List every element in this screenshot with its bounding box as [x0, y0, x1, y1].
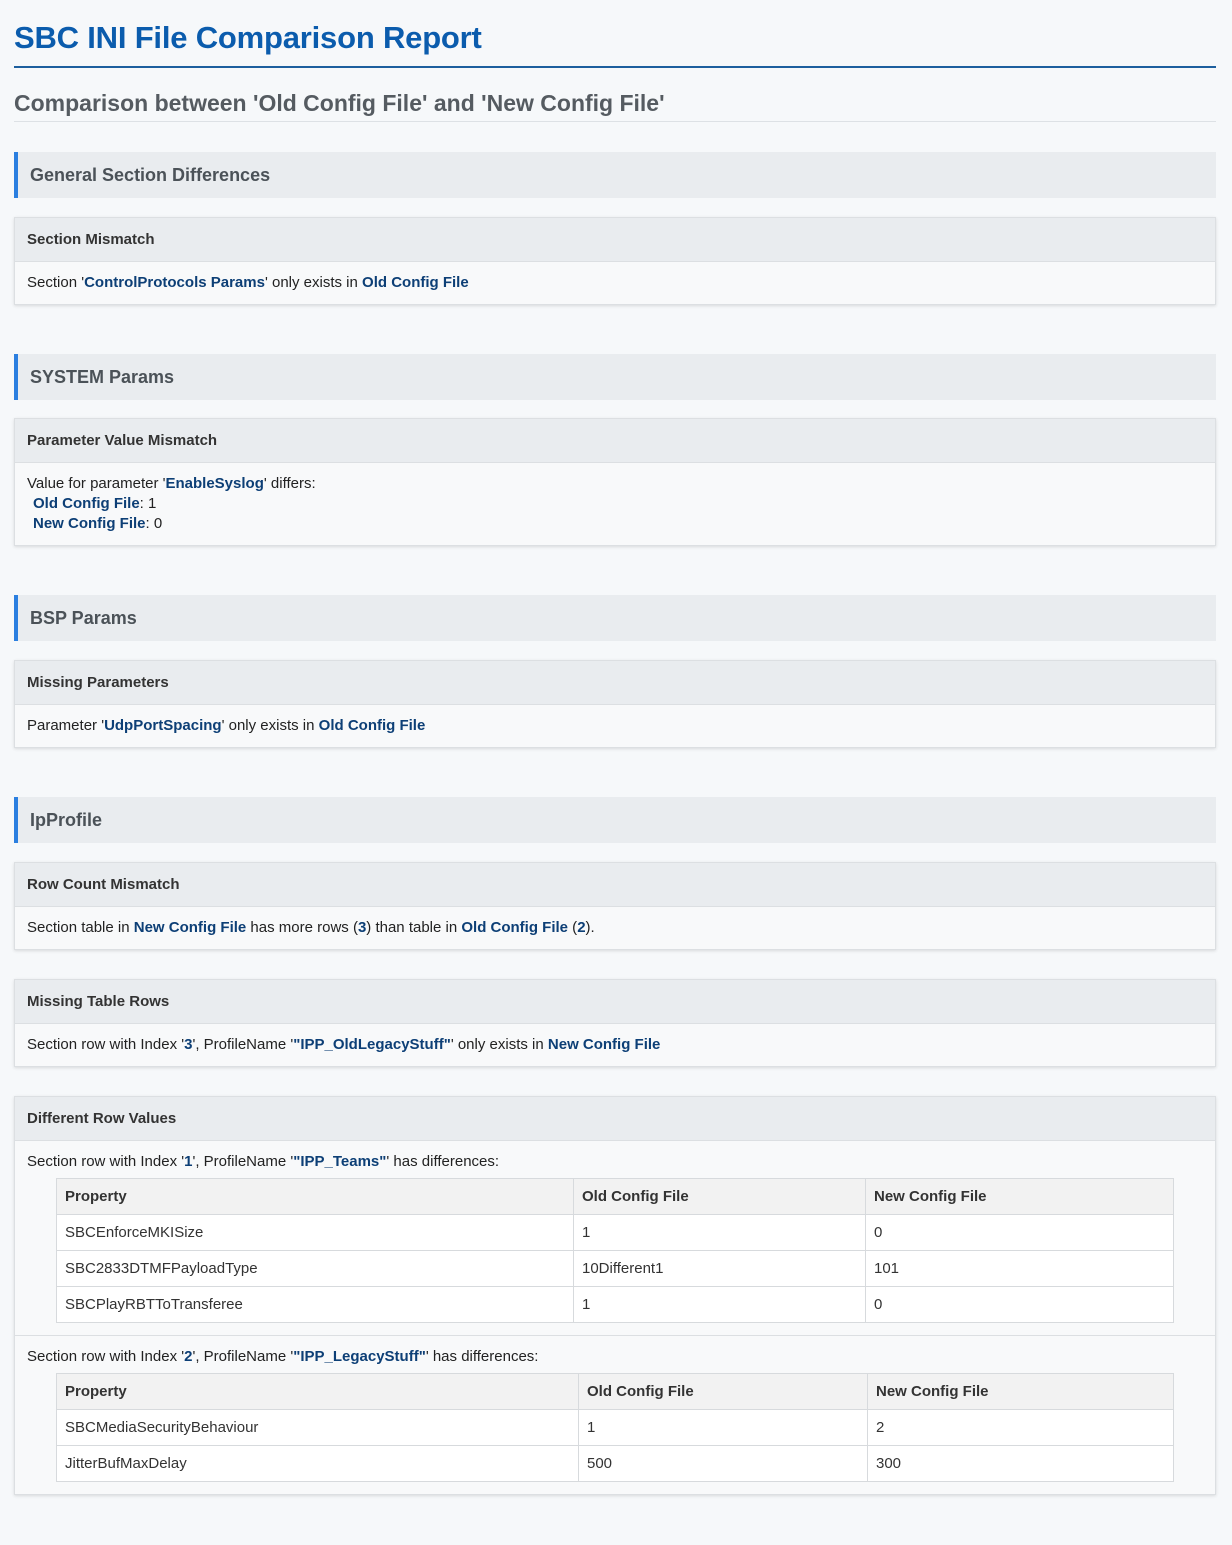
- section-title-bsp: BSP Params: [14, 595, 1216, 641]
- text: ).: [585, 919, 595, 936]
- card-body: [15, 1024, 1215, 1066]
- file-name: New Config File: [133, 919, 247, 936]
- profile-name: "IPP_OldLegacyStuff": [293, 1036, 451, 1053]
- new-value-cell: 0: [866, 1215, 1174, 1251]
- text: ', ProfileName ': [192, 1153, 294, 1170]
- section-name: ControlProtocols Params: [84, 274, 265, 291]
- param-name: UdpPortSpacing: [104, 717, 222, 734]
- new-value-cell: 300: [868, 1446, 1174, 1482]
- section-title-general: General Section Differences: [14, 152, 1216, 198]
- card-body: [15, 705, 1215, 747]
- file-name: Old Config File: [362, 274, 469, 291]
- file-name: Old Config File: [318, 717, 426, 734]
- old-value-cell: 500: [579, 1446, 868, 1482]
- profile-name: "IPP_Teams": [293, 1153, 387, 1170]
- text: has more rows (: [246, 919, 358, 936]
- table-row: [57, 1215, 1174, 1251]
- section-title-system: SYSTEM Params: [14, 354, 1216, 400]
- card-title: Missing Parameters: [15, 661, 1215, 705]
- card-title: Row Count Mismatch: [15, 863, 1215, 907]
- row-index: 1: [184, 1153, 193, 1170]
- table-header-row: [57, 1179, 1174, 1215]
- section-title-ipprofile: IpProfile: [14, 797, 1216, 843]
- old-value-cell: 1: [574, 1287, 866, 1323]
- param-name: EnableSyslog: [165, 475, 264, 492]
- column-header: New Config File: [866, 1179, 1174, 1215]
- card-title: Parameter Value Mismatch: [15, 419, 1215, 463]
- table-row: [57, 1446, 1174, 1482]
- old-value-line: [27, 494, 1203, 514]
- file-name: New Config File: [547, 1036, 661, 1053]
- old-value-cell: 1: [579, 1410, 868, 1446]
- text: ' differs:: [263, 475, 316, 492]
- property-cell: SBCEnforceMKISize: [57, 1215, 574, 1251]
- property-cell: JitterBufMaxDelay: [57, 1446, 579, 1482]
- card-body: [15, 907, 1215, 949]
- file-name: Old Config File: [33, 495, 140, 512]
- diff-row-caption: [27, 1153, 1203, 1170]
- card-row-count-mismatch: [14, 862, 1216, 950]
- file-name: New Config File: [33, 515, 146, 532]
- old-value-cell: 1: [574, 1215, 866, 1251]
- value: : 1: [139, 495, 157, 512]
- card-title: Missing Table Rows: [15, 980, 1215, 1024]
- text: ' only exists in: [221, 717, 319, 734]
- text: Section table in: [27, 919, 134, 936]
- table-row: [57, 1251, 1174, 1287]
- text: (: [568, 919, 578, 936]
- property-cell: SBCMediaSecurityBehaviour: [57, 1410, 579, 1446]
- diff-row-block: [15, 1141, 1215, 1335]
- text: ' has differences:: [425, 1348, 539, 1365]
- card-parameter-value-mismatch: [14, 418, 1216, 546]
- text: Section row with Index ': [27, 1036, 185, 1053]
- column-header: Old Config File: [579, 1374, 868, 1410]
- text: Section row with Index ': [27, 1348, 185, 1365]
- new-value-cell: 101: [866, 1251, 1174, 1287]
- text: ' has differences:: [386, 1153, 500, 1170]
- diff-row-caption: [27, 1348, 1203, 1365]
- card-body: [15, 463, 1215, 545]
- line: [27, 474, 1203, 494]
- card-missing-parameters: [14, 660, 1216, 748]
- column-header: Old Config File: [574, 1179, 866, 1215]
- row-index: 3: [184, 1036, 193, 1053]
- table-header-row: [57, 1374, 1174, 1410]
- profile-name: "IPP_LegacyStuff": [293, 1348, 426, 1365]
- card-section-mismatch: [14, 217, 1216, 305]
- table-row: [57, 1410, 1174, 1446]
- text: ', ProfileName ': [192, 1348, 294, 1365]
- text: ', ProfileName ': [192, 1036, 294, 1053]
- text: ' only exists in: [264, 274, 363, 291]
- page-title: SBC INI File Comparison Report: [14, 20, 1216, 68]
- text: Section ': [27, 274, 85, 291]
- text: Section row with Index ': [27, 1153, 185, 1170]
- new-value-cell: 2: [868, 1410, 1174, 1446]
- card-body: [15, 262, 1215, 304]
- card-title: Different Row Values: [15, 1097, 1215, 1141]
- page-subtitle: Comparison between 'Old Config File' and 'New Config File': [14, 90, 1216, 122]
- property-cell: SBCPlayRBTToTransferee: [57, 1287, 574, 1323]
- diff-row-block: [15, 1335, 1215, 1494]
- card-title: Section Mismatch: [15, 218, 1215, 262]
- row-count: 2: [577, 919, 586, 936]
- text: Parameter ': [27, 717, 105, 734]
- value: : 0: [145, 515, 163, 532]
- column-header: New Config File: [868, 1374, 1174, 1410]
- column-header: Property: [57, 1374, 579, 1410]
- file-name: Old Config File: [461, 919, 569, 936]
- card-different-row-values: [14, 1096, 1216, 1495]
- text: ) than table in: [366, 919, 462, 936]
- diff-table: [56, 1373, 1174, 1482]
- column-header: Property: [57, 1179, 574, 1215]
- text: ' only exists in: [450, 1036, 548, 1053]
- row-index: 2: [184, 1348, 193, 1365]
- new-value-line: [27, 514, 1203, 534]
- text: Value for parameter ': [27, 475, 166, 492]
- card-missing-table-rows: [14, 979, 1216, 1067]
- new-value-cell: 0: [866, 1287, 1174, 1323]
- old-value-cell: 10Different1: [574, 1251, 866, 1287]
- row-count: 3: [357, 919, 367, 936]
- diff-table: [56, 1178, 1174, 1323]
- property-cell: SBC2833DTMFPayloadType: [57, 1251, 574, 1287]
- table-row: [57, 1287, 1174, 1323]
